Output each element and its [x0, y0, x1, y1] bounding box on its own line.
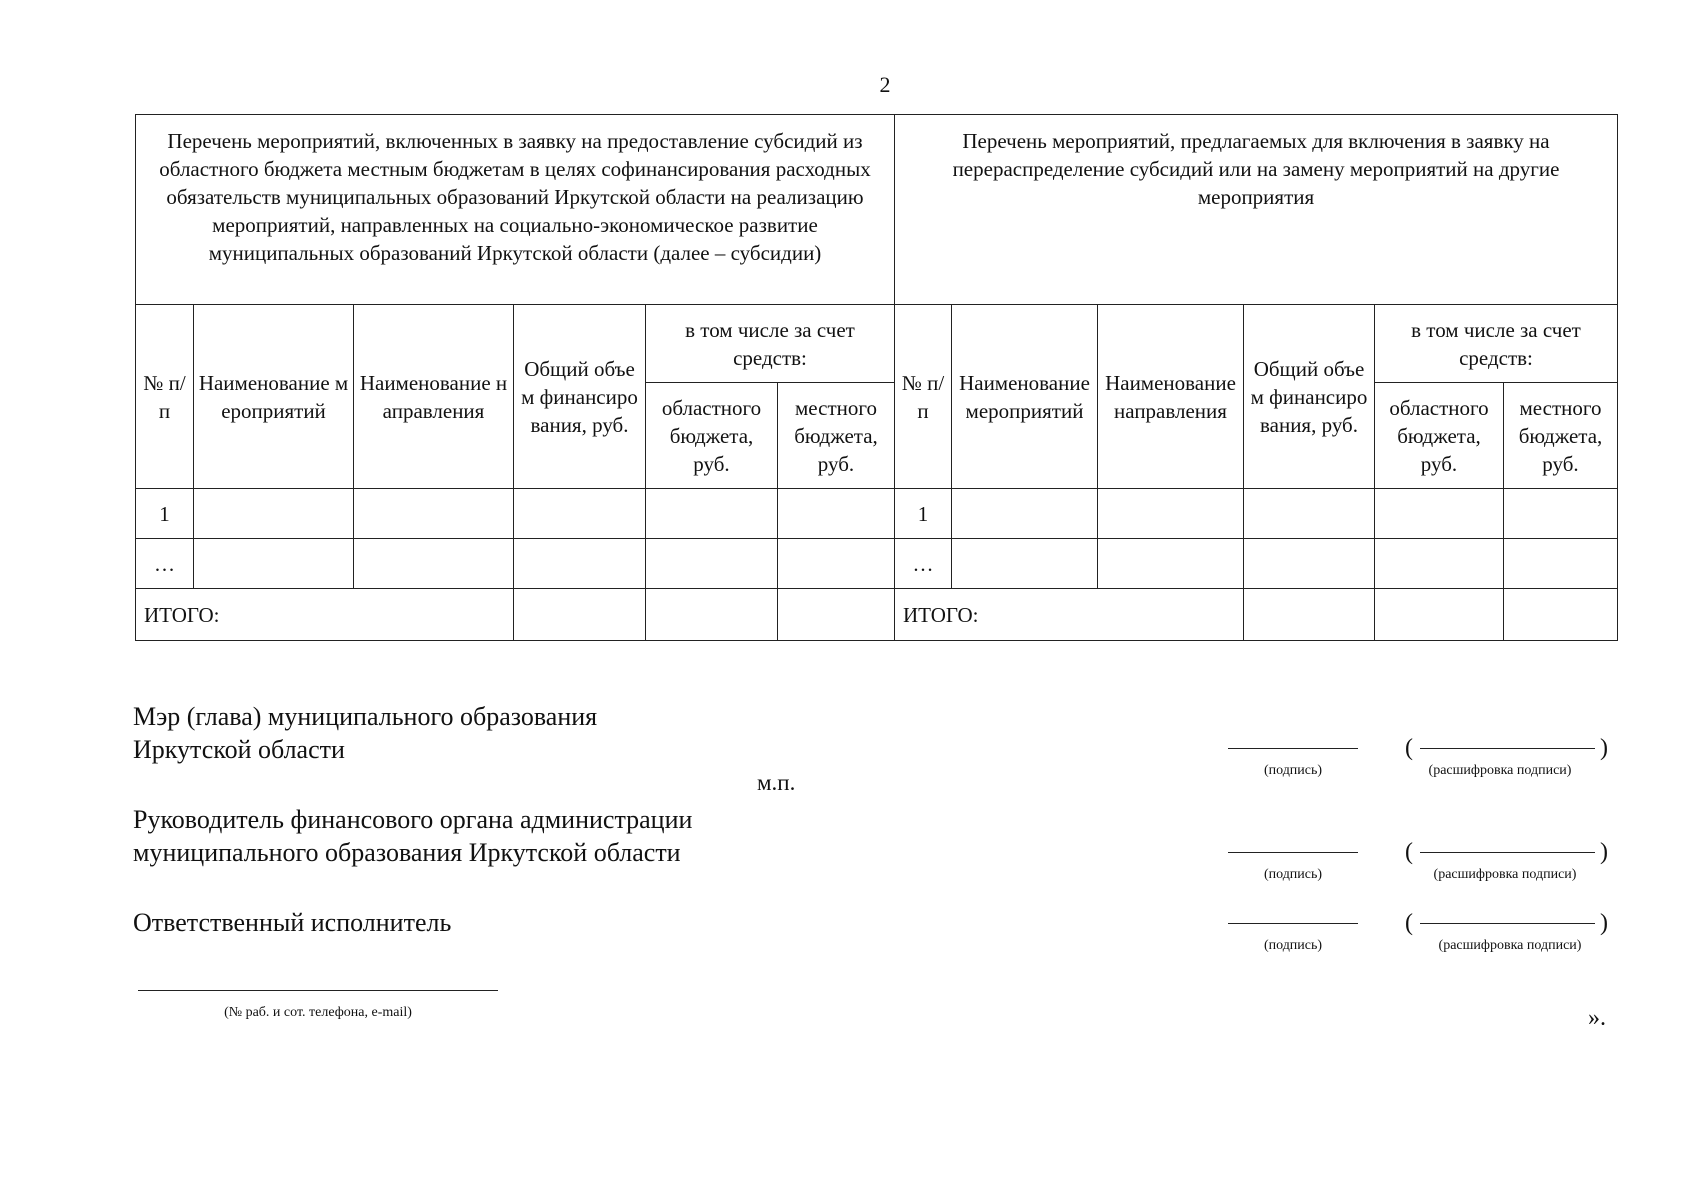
executor-open-paren: ( [1405, 910, 1413, 936]
finance-label-line2: муниципального образования Иркутской области [133, 838, 681, 867]
mayor-decode-line [1420, 748, 1595, 749]
left-total-label: ИТОГО: [136, 589, 514, 641]
right-row-num: 1 [895, 489, 952, 539]
executor-decode-line [1420, 923, 1595, 924]
executor-signature-caption: (подпись) [1263, 938, 1323, 953]
left-header-including: в том числе за счет средств: [646, 305, 895, 383]
left-header-total: Общий объем финансирования, руб. [514, 305, 646, 489]
mayor-label-line2: Иркутской области [133, 735, 345, 764]
closing-quote-mark: ». [1588, 1005, 1606, 1031]
right-total-label: ИТОГО: [895, 589, 1244, 641]
right-row-ellipsis: … [895, 539, 952, 589]
right-header-local: местного бюджета, руб. [1504, 383, 1618, 489]
right-header-event-name: Наименование мероприятий [952, 305, 1098, 489]
executor-decode-caption: (расшифровка подписи) [1438, 938, 1582, 953]
right-section-title: Перечень мероприятий, предлагаемых для включения в заявку на перераспределение субсидий или на замену мероприятий на другие мероприятия [895, 115, 1618, 305]
page-number: 2 [879, 72, 891, 97]
mayor-signature-caption: (подпись) [1263, 763, 1323, 778]
finance-close-paren: ) [1600, 839, 1608, 865]
executor-label: Ответственный исполнитель [133, 908, 452, 937]
phone-line [138, 990, 498, 991]
mayor-close-paren: ) [1600, 735, 1608, 761]
finance-decode-line [1420, 852, 1595, 853]
finance-decode-caption: (расшифровка подписи) [1433, 867, 1577, 882]
mayor-label-line1: Мэр (глава) муниципального образования [133, 702, 598, 731]
mayor-open-paren: ( [1405, 735, 1413, 761]
left-header-regional: областного бюджета, руб. [646, 383, 778, 489]
finance-open-paren: ( [1405, 839, 1413, 865]
stamp-label: м.п. [757, 770, 796, 795]
right-header-including: в том числе за счет средств: [1375, 305, 1618, 383]
right-header-num: № п/п [895, 305, 952, 489]
mayor-decode-caption: (расшифровка подписи) [1428, 763, 1572, 778]
executor-close-paren: ) [1600, 910, 1608, 936]
left-section-title: Перечень мероприятий, включенных в заявку на предоставление субсидий из областного бюджета местным бюджетам в целях софинансирования расходных обязательств муниципальных образований Иркутской области на реализацию мероприятий, направленных на социально-экономическое развитие муниципальных образований Иркутской области (далее – субсидии) [136, 115, 895, 305]
left-header-num: № п/п [136, 305, 194, 489]
right-header-regional: областного бюджета, руб. [1375, 383, 1504, 489]
left-header-event-name: Наименование мероприятий [194, 305, 354, 489]
left-row-num: 1 [136, 489, 194, 539]
right-header-total: Общий объем финансирования, руб. [1244, 305, 1375, 489]
mayor-signature-line [1228, 748, 1358, 749]
executor-signature-line [1228, 923, 1358, 924]
finance-signature-line [1228, 852, 1358, 853]
finance-label-line1: Руководитель финансового органа администрации [133, 805, 693, 834]
left-header-local: местного бюджета, руб. [778, 383, 895, 489]
phone-caption: (№ раб. и сот. телефона, e-mail) [224, 1005, 412, 1020]
right-header-direction-name: Наименование направления [1098, 305, 1244, 489]
left-header-direction-name: Наименование направления [354, 305, 514, 489]
left-row-ellipsis: … [136, 539, 194, 589]
finance-signature-caption: (подпись) [1263, 867, 1323, 882]
